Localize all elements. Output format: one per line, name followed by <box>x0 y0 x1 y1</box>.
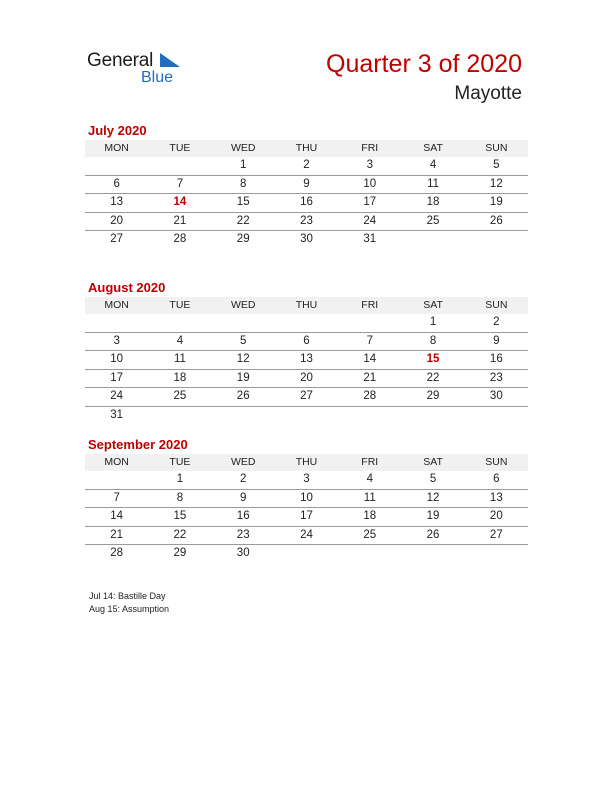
day-cell: 17 <box>363 196 377 208</box>
day-cell: 27 <box>110 233 124 245</box>
day-cell <box>338 545 401 563</box>
weekday-label: THU <box>295 142 318 154</box>
day-cell: 1 <box>176 473 184 485</box>
day-cell: 21 <box>110 528 124 541</box>
month-september <box>85 436 528 563</box>
weekday-header <box>85 454 528 471</box>
weekday-label: FRI <box>361 456 379 468</box>
day-cell: 19 <box>236 371 250 384</box>
day-cell: 23 <box>300 214 313 227</box>
calendar-grid <box>85 297 528 424</box>
day-cell <box>85 314 148 332</box>
day-cell: 23 <box>236 528 250 541</box>
week-row <box>85 213 528 232</box>
day-cell: 15 <box>173 510 187 522</box>
day-cell <box>275 545 338 563</box>
country-name: Mayotte <box>454 83 522 104</box>
month-august <box>85 279 528 424</box>
day-cell: 18 <box>173 371 187 384</box>
day-cell: 26 <box>426 528 440 541</box>
day-cell <box>275 407 338 425</box>
day-cell <box>212 407 275 425</box>
day-cell: 9 <box>493 334 500 347</box>
weekday-label: SUN <box>485 142 508 154</box>
day-cell: 3 <box>303 473 310 485</box>
month-july <box>85 122 528 249</box>
day-cell: 6 <box>493 473 500 485</box>
day-cell <box>465 407 528 425</box>
day-cell: 20 <box>110 214 124 227</box>
calendar-grid <box>85 454 528 563</box>
weekday-label: WED <box>230 456 256 468</box>
day-cell <box>148 407 211 425</box>
day-cell: 26 <box>236 390 250 402</box>
day-cell: 14 <box>363 353 377 365</box>
day-cell: 27 <box>489 528 503 541</box>
day-cell: 12 <box>236 353 250 365</box>
day-cell: 26 <box>489 214 503 227</box>
weekday-label: WED <box>230 142 256 154</box>
day-cell: 28 <box>110 547 124 559</box>
day-cell: 11 <box>173 353 186 365</box>
day-cell: 2 <box>303 159 310 171</box>
weekday-label: SUN <box>485 456 508 468</box>
day-cell: 15 <box>236 196 250 208</box>
day-cell: 31 <box>363 233 377 245</box>
day-cell <box>338 407 401 425</box>
day-cell <box>401 231 464 249</box>
day-cell: 14 <box>173 196 187 208</box>
day-cell: 13 <box>300 353 313 365</box>
week-row <box>85 490 528 509</box>
week-row <box>85 545 528 563</box>
week-row <box>85 333 528 352</box>
week-row <box>85 351 528 370</box>
week-row <box>85 407 528 425</box>
day-cell: 31 <box>110 408 124 421</box>
day-cell: 9 <box>303 177 310 190</box>
day-cell: 2 <box>240 473 247 485</box>
week-row <box>85 388 528 407</box>
weekday-label: FRI <box>361 142 379 154</box>
weekday-label: THU <box>295 299 318 311</box>
day-cell: 12 <box>426 491 440 504</box>
weekday-header <box>85 140 528 157</box>
day-cell: 18 <box>426 196 440 208</box>
day-cell: 24 <box>363 214 377 227</box>
day-cell <box>465 231 528 249</box>
day-cell: 22 <box>236 214 250 227</box>
day-cell: 7 <box>113 491 120 504</box>
day-cell: 21 <box>363 371 377 384</box>
weekday-label: SUN <box>485 299 508 311</box>
day-cell <box>338 314 401 332</box>
day-cell: 15 <box>426 353 440 365</box>
day-cell: 25 <box>426 214 440 227</box>
day-cell: 29 <box>173 547 187 559</box>
day-cell: 30 <box>489 390 503 402</box>
weekday-label: SAT <box>423 142 443 154</box>
logo-triangle-icon <box>160 53 180 67</box>
logo-blue-text: Blue <box>141 69 174 86</box>
day-cell: 24 <box>110 390 124 402</box>
day-cell: 5 <box>493 159 500 171</box>
week-row <box>85 527 528 546</box>
day-cell: 13 <box>489 491 503 504</box>
day-cell: 14 <box>110 510 124 522</box>
week-row <box>85 231 528 249</box>
day-cell: 4 <box>176 334 184 347</box>
day-cell: 8 <box>176 491 184 504</box>
day-cell: 20 <box>300 371 313 384</box>
day-cell: 11 <box>427 177 440 190</box>
day-cell: 3 <box>366 159 373 171</box>
day-cell: 22 <box>426 371 440 384</box>
day-cell: 13 <box>110 196 124 208</box>
weekday-label: SAT <box>423 299 443 311</box>
week-row <box>85 157 528 176</box>
day-cell: 2 <box>493 316 500 328</box>
day-cell: 16 <box>236 510 250 522</box>
day-cell: 10 <box>363 177 377 190</box>
week-row <box>85 370 528 389</box>
weekday-header <box>85 297 528 314</box>
page-title: Quarter 3 of 2020 <box>326 50 522 78</box>
weekday-label: THU <box>295 456 318 468</box>
month-title: July 2020 <box>88 123 147 138</box>
holiday-notes <box>89 590 169 616</box>
holiday-note: Aug 15: Assumption <box>89 604 170 614</box>
month-title: September 2020 <box>88 437 188 452</box>
week-row <box>85 194 528 213</box>
day-cell: 25 <box>173 390 187 402</box>
weekday-label: MON <box>104 456 129 468</box>
logo <box>87 50 187 90</box>
weekday-label: MON <box>104 299 129 311</box>
day-cell: 21 <box>173 214 187 227</box>
weekday-label: TUE <box>169 299 191 311</box>
week-row <box>85 508 528 527</box>
weekday-label: TUE <box>169 456 191 468</box>
day-cell <box>148 157 211 175</box>
month-title: August 2020 <box>88 280 166 295</box>
holiday-note: Jul 14: Bastille Day <box>89 591 166 601</box>
day-cell: 30 <box>236 547 250 559</box>
day-cell: 11 <box>363 491 376 504</box>
day-cell: 17 <box>110 371 124 384</box>
day-cell <box>275 314 338 332</box>
day-cell: 1 <box>429 316 437 328</box>
day-cell <box>148 314 211 332</box>
day-cell: 6 <box>303 334 310 347</box>
day-cell: 9 <box>240 491 247 504</box>
weekday-label: TUE <box>169 142 191 154</box>
day-cell: 25 <box>363 528 377 541</box>
day-cell <box>401 545 464 563</box>
logo-general-text: General <box>87 50 154 71</box>
day-cell: 18 <box>363 510 377 522</box>
weekday-label: WED <box>230 299 256 311</box>
day-cell <box>465 545 528 563</box>
day-cell <box>401 407 464 425</box>
day-cell: 3 <box>113 334 120 347</box>
day-cell: 7 <box>176 177 184 190</box>
calendar-grid <box>85 140 528 249</box>
day-cell: 16 <box>300 196 313 208</box>
day-cell: 10 <box>300 491 313 504</box>
day-cell: 4 <box>366 473 373 485</box>
day-cell: 30 <box>300 233 313 245</box>
day-cell: 6 <box>113 177 120 190</box>
day-cell <box>85 471 148 489</box>
day-cell: 4 <box>429 159 437 171</box>
day-cell: 27 <box>300 390 313 402</box>
day-cell: 8 <box>240 177 247 190</box>
day-cell: 5 <box>429 473 437 485</box>
day-cell: 23 <box>489 371 503 384</box>
day-cell: 28 <box>173 233 187 245</box>
day-cell: 5 <box>240 334 247 347</box>
day-cell: 29 <box>426 390 440 402</box>
weekday-label: SAT <box>423 456 443 468</box>
weekday-label: FRI <box>361 299 379 311</box>
week-row <box>85 176 528 195</box>
day-cell: 12 <box>489 177 503 190</box>
day-cell: 17 <box>300 510 313 522</box>
day-cell: 16 <box>489 353 503 365</box>
day-cell: 7 <box>366 334 373 347</box>
week-row <box>85 314 528 333</box>
day-cell: 24 <box>300 528 313 541</box>
day-cell: 10 <box>110 353 124 365</box>
day-cell: 22 <box>173 528 187 541</box>
day-cell: 20 <box>489 510 503 522</box>
day-cell: 19 <box>426 510 440 522</box>
week-row <box>85 471 528 490</box>
day-cell: 29 <box>236 233 250 245</box>
day-cell: 19 <box>489 196 503 208</box>
weekday-label: MON <box>104 142 129 154</box>
day-cell: 8 <box>429 334 437 347</box>
day-cell: 28 <box>363 390 377 402</box>
day-cell: 1 <box>240 159 247 171</box>
day-cell <box>212 314 275 332</box>
day-cell <box>85 157 148 175</box>
